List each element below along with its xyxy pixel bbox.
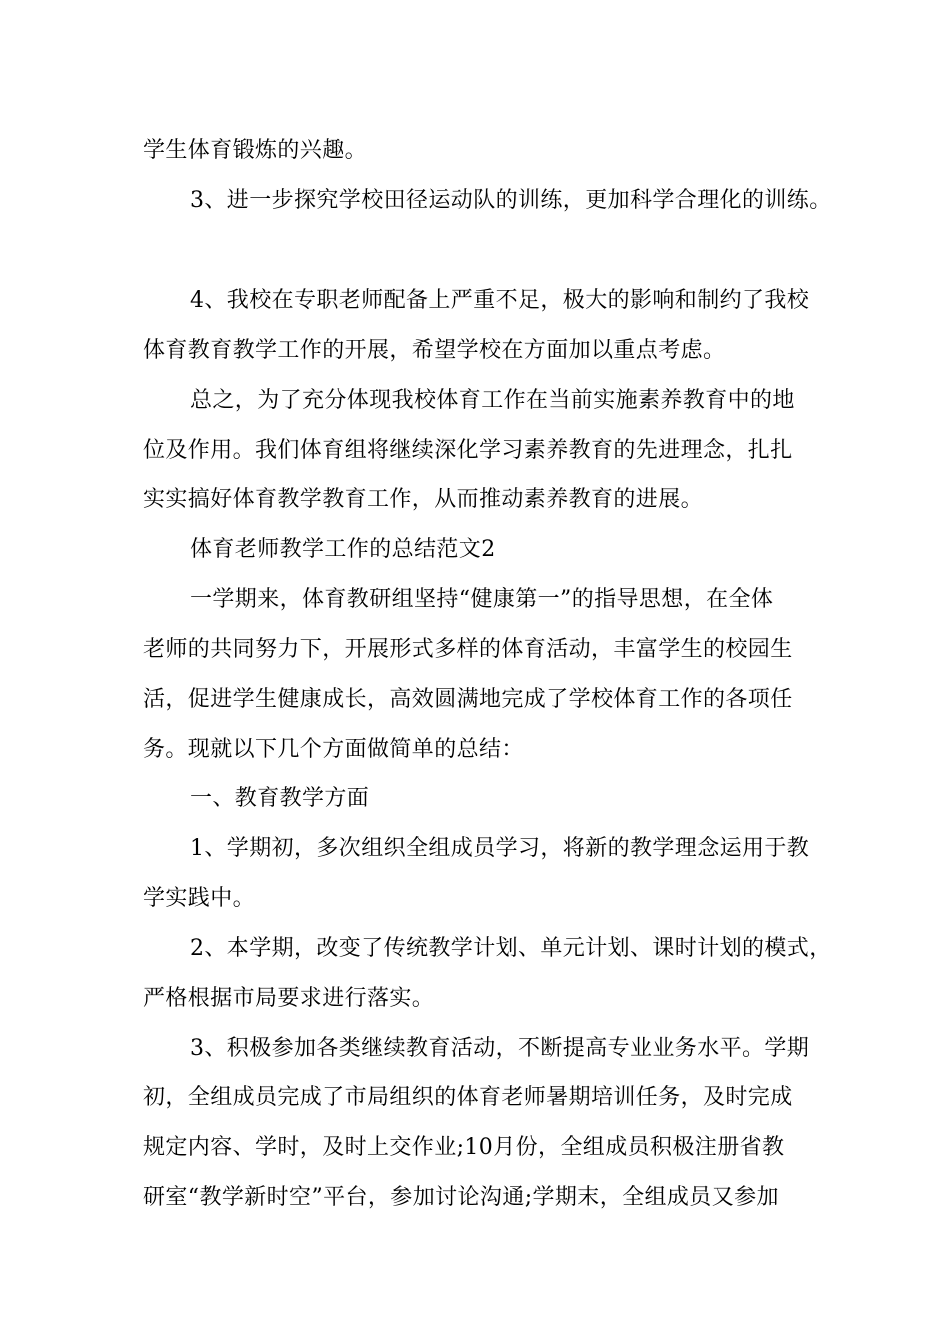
text-line: 规定内容、学时，及时上交作业;10月份，全组成员积极注册省教 xyxy=(143,1135,785,1160)
text-line: 总之，为了充分体现我校体育工作在当前实施素养教育中的地 xyxy=(190,388,795,413)
text-line: 研室“教学新时空”平台，参加讨论沟通;学期末，全组成员又参加 xyxy=(143,1185,779,1210)
text-line: 实实搞好体育教学教育工作，从而推动素养教育的进展。 xyxy=(143,487,704,512)
text-line: 3、进一步探究学校田径运动队的训练，更加科学合理化的训练。 xyxy=(190,188,832,213)
text-line: 1、学期初，多次组织全组成员学习，将新的教学理念运用于教 xyxy=(190,836,810,861)
text-line: 学实践中。 xyxy=(143,886,256,911)
text-line: 务。现就以下几个方面做简单的总结： xyxy=(143,737,524,762)
text-line: 一学期来，体育教研组坚持“健康第一”的指导思想，在全体 xyxy=(190,587,774,612)
text-line: 活，促进学生健康成长，高效圆满地完成了学校体育工作的各项任 xyxy=(143,687,793,712)
text-line: 老师的共同努力下，开展形式多样的体育活动，丰富学生的校园生 xyxy=(143,637,793,662)
text-line: 严格根据市局要求进行落实。 xyxy=(143,986,435,1011)
text-line: 学生体育锻炼的兴趣。 xyxy=(143,138,368,163)
text-line: 3、积极参加各类继续教育活动，不断提高专业业务水平。学期 xyxy=(190,1036,810,1061)
section-heading: 体育老师教学工作的总结范文2 xyxy=(190,537,496,562)
text-line: 体育教育教学工作的开展，希望学校在方面加以重点考虑。 xyxy=(143,338,726,363)
text-line: 2、本学期，改变了传统教学计划、单元计划、课时计划的模式， xyxy=(190,936,832,961)
subsection-heading: 一、教育教学方面 xyxy=(190,786,370,811)
text-line: 初，全组成员完成了市局组织的体育老师暑期培训任务，及时完成 xyxy=(143,1085,793,1110)
text-line: 4、我校在专职老师配备上严重不足，极大的影响和制约了我校 xyxy=(190,288,810,313)
text-line: 位及作用。我们体育组将继续深化学习素养教育的先进理念，扎扎 xyxy=(143,438,793,463)
